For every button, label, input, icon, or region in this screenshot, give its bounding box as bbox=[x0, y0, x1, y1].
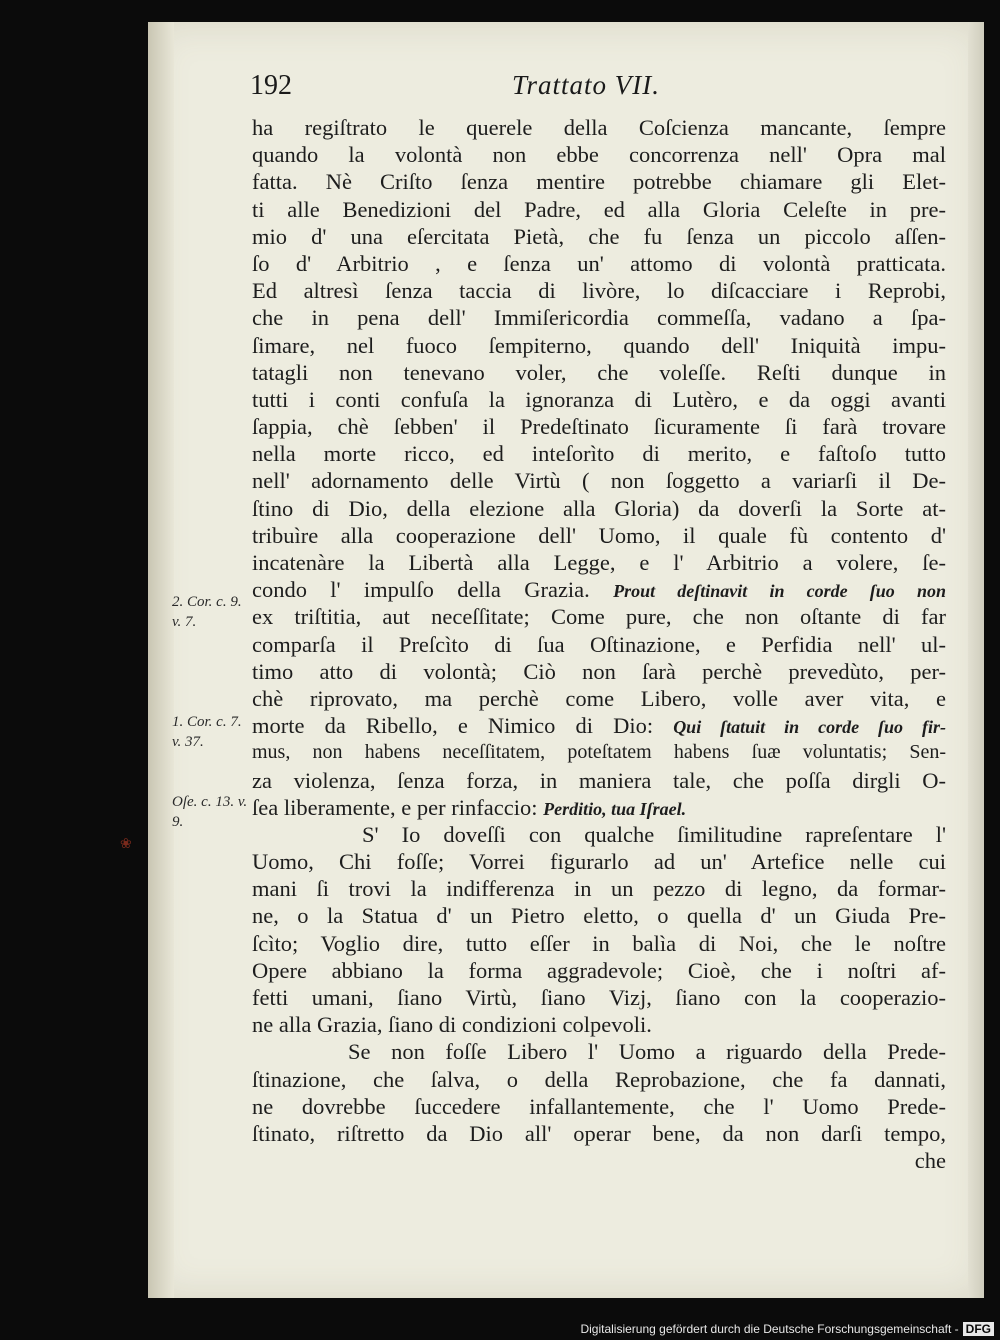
text-line: tribuìre alla cooperazione dell' Uomo, il quale fù contento d' bbox=[252, 522, 946, 548]
margin-note-1: 2. Cor. c. 9. v. 7. bbox=[172, 594, 242, 630]
page-number: 192 bbox=[250, 70, 292, 101]
text-segment: condo l' impulſo della Grazia. bbox=[252, 577, 590, 603]
text-line: Ed altresì ſenza taccia di livòre, lo diſcacciare i Reprobi, bbox=[252, 278, 946, 304]
text-line: S' Io doveſſi con qualche ſimilitudine rapreſentare l' bbox=[362, 821, 946, 847]
dfg-logo: DFG bbox=[963, 1322, 994, 1336]
text-line: Uomo, Chi foſſe; Vorrei figurarlo ad un' Artefice nelle cui bbox=[252, 849, 946, 875]
digitization-footer bbox=[580, 1322, 994, 1336]
text-line: ſimare, nel fuoco ſempiterno, quando dell' Iniquità impu- bbox=[252, 332, 946, 358]
text-line-with-quote bbox=[252, 576, 946, 603]
catchword: che bbox=[914, 1148, 946, 1174]
text-line: ſo d' Arbitrio , e ſenza un' attomo di volontà pratticata. bbox=[252, 250, 946, 276]
text-line: che in pena dell' Immiſericordia commeſſa, vadano a ſpa- bbox=[252, 305, 946, 331]
text-line: chè riprovato, ma perchè come Libero, volle aver vita, e bbox=[252, 685, 946, 711]
text-segment: morte da Ribello, e Nimico di Dio: bbox=[252, 713, 654, 739]
text-line: incatenàre la Libertà alla Legge, e l' Arbitrio a volere, ſe- bbox=[252, 550, 946, 575]
page-header bbox=[250, 70, 945, 110]
text-line-with-quote bbox=[252, 794, 946, 821]
text-line: ſcìto; Voglio dire, tutto eſſer in balìa di Noi, che le noſtre bbox=[252, 930, 946, 956]
text-line-with-quote bbox=[252, 712, 946, 739]
body-text bbox=[252, 114, 946, 1174]
text-line: ſtinato, riſtretto da Dio all' operar bene, da non darſi tempo, bbox=[252, 1120, 946, 1146]
text-line: nell' adornamento delle Virtù ( non ſoggetto a variarſi il De- bbox=[252, 468, 946, 494]
text-segment: ſea liberamente, e per rinfaccio: bbox=[252, 794, 538, 820]
margin-note-3: Oſe. c. 13. v. 9. bbox=[172, 794, 248, 830]
latin-quote: Qui ſtatuit in corde ſuo fir- bbox=[673, 717, 947, 738]
latin-quote: Prout deſtinavit in corde ſuo non bbox=[613, 581, 946, 602]
footer-text: Digitalisierung gefördert durch die Deutsche Forschungsgemeinschaft - bbox=[580, 1322, 959, 1336]
text-line: mio d' una eſercitata Pietà, che fu ſenza un piccolo aſſen- bbox=[252, 223, 946, 249]
text-line: fatta. Nè Criſto ſenza mentire potrebbe chiamare gli Elet- bbox=[252, 169, 946, 195]
text-line: timo atto di volontà; Ciò non ſarà perchè prevedùto, per- bbox=[252, 658, 946, 684]
margin-note-2: 1. Cor. c. 7. v. 37. bbox=[172, 714, 242, 750]
text-line: quando la volontà non ebbe concorrenza nell' Opra mal bbox=[252, 142, 946, 168]
page-edge bbox=[968, 22, 984, 1298]
text-line: mus, non habens neceſſitatem, poteſtatem habens ſuæ voluntatis; Sen- bbox=[252, 741, 946, 764]
latin-quote: Perditio, tua Iſrael. bbox=[543, 798, 687, 819]
text-line: Se non foſſe Libero l' Uomo a riguardo della Prede- bbox=[348, 1039, 946, 1065]
text-line: ex triſtitia, aut neceſſitate; Come pure, che non oſtante di far bbox=[252, 604, 946, 630]
text-line: ne dovrebbe ſuccedere infallantemente, che l' Uomo Prede- bbox=[252, 1093, 946, 1119]
running-head: Trattato VII. bbox=[512, 70, 661, 100]
page-gutter bbox=[148, 22, 174, 1298]
text-line: ſtino di Dio, della elezione alla Gloria) da doverſi la Sorte at- bbox=[252, 495, 946, 521]
text-line: ha regiſtrato le querele della Coſcienza mancante, ſempre bbox=[252, 115, 946, 140]
text-line: mani ſi trovi la indifferenza in un pezzo di legno, da formar- bbox=[252, 876, 946, 902]
text-line: fetti umani, ſiano Virtù, ſiano Vizj, ſiano con la cooperazio- bbox=[252, 985, 946, 1010]
text-line: Opere abbiano la forma aggradevole; Cioè, che i noſtri af- bbox=[252, 957, 946, 983]
ink-stain: ❀ bbox=[120, 837, 132, 852]
text-line: nella morte ricco, ed inteſorìto di merito, e faſtoſo tutto bbox=[252, 441, 946, 467]
text-line: ti alle Benedizioni del Padre, ed alla Gloria Celeſte in pre- bbox=[252, 196, 946, 222]
text-line: comparſa il Preſcìto di ſua Oſtinazione, e Perfidia nell' ul- bbox=[252, 631, 946, 657]
text-line: tutti i conti confuſa la ignoranza di Lutèro, e da oggi avanti bbox=[252, 386, 946, 412]
text-line: ne alla Grazia, ſiano di condizioni colpevoli. bbox=[252, 1012, 652, 1038]
text-line: tatagli non tenevano voler, che voleſſe. Reſti dunque in bbox=[252, 359, 946, 385]
text-line: ſtinazione, che ſalva, o della Reprobazione, che fa dannati, bbox=[252, 1066, 946, 1092]
text-line: za violenza, ſenza forza, in maniera tale, che poſſa dirgli O- bbox=[252, 767, 946, 793]
text-line: ſappia, chè ſebben' il Predeſtinato ſicuramente ſi farà trovare bbox=[252, 414, 946, 440]
text-line: ne, o la Statua d' un Pietro eletto, o quella d' un Giuda Pre- bbox=[252, 903, 946, 929]
